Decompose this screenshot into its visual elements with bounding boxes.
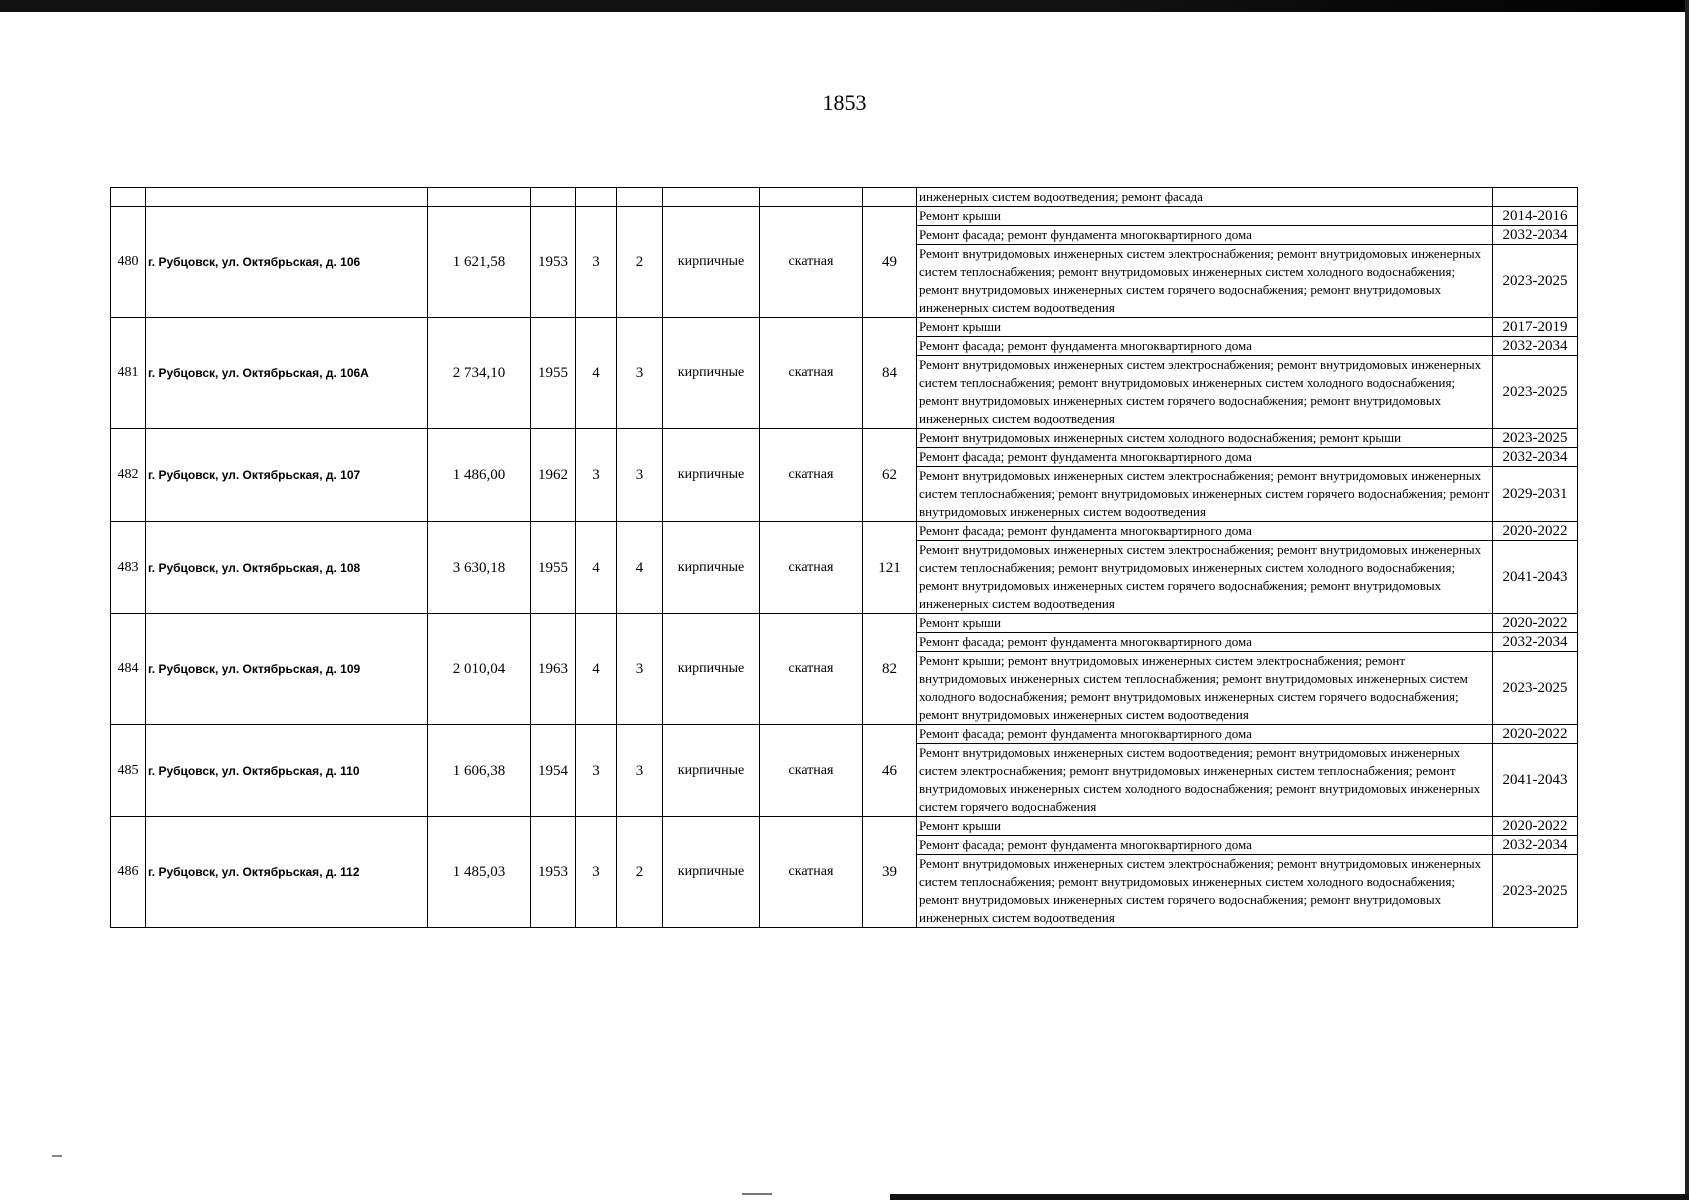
construction-year: 1955	[531, 318, 576, 429]
building-area: 1 485,03	[428, 817, 531, 928]
work-description: Ремонт крыши	[917, 614, 1493, 633]
building-row	[111, 207, 1578, 226]
resident-count: 49	[863, 207, 917, 318]
construction-year: 1953	[531, 207, 576, 318]
building-row	[111, 318, 1578, 337]
building-row	[111, 725, 1578, 744]
work-period: 2023-2025	[1493, 356, 1578, 429]
work-period: 2023-2025	[1493, 429, 1578, 448]
building-area: 1 486,00	[428, 429, 531, 522]
entrance-count: 2	[617, 817, 663, 928]
roof-type: скатная	[760, 522, 863, 614]
work-period	[1493, 188, 1578, 207]
roof-type: скатная	[760, 207, 863, 318]
entrance-count: 4	[617, 522, 663, 614]
scan-artifact-mark	[52, 1155, 62, 1157]
entrance-count: 2	[617, 207, 663, 318]
row-number: 484	[111, 614, 146, 725]
resident-count: 39	[863, 817, 917, 928]
resident-count: 121	[863, 522, 917, 614]
building-address: г. Рубцовск, ул. Октябрьская, д. 109	[146, 614, 428, 725]
work-description: Ремонт фасада; ремонт фундамента многоквартирного дома	[917, 836, 1493, 855]
work-period: 2032-2034	[1493, 337, 1578, 356]
work-period: 2032-2034	[1493, 448, 1578, 467]
entrance-count: 3	[617, 318, 663, 429]
entrance-count: 3	[617, 614, 663, 725]
building-address: г. Рубцовск, ул. Октябрьская, д. 110	[146, 725, 428, 817]
wall-material: кирпичные	[663, 817, 760, 928]
work-description: Ремонт внутридомовых инженерных систем холодного водоснабжения; ремонт крыши	[917, 429, 1493, 448]
construction-year: 1953	[531, 817, 576, 928]
work-description: Ремонт фасада; ремонт фундамента многоквартирного дома	[917, 633, 1493, 652]
scan-bottom-border	[890, 1194, 1689, 1200]
entrance-count: 3	[617, 725, 663, 817]
work-period: 2020-2022	[1493, 614, 1578, 633]
building-area: 3 630,18	[428, 522, 531, 614]
work-period: 2020-2022	[1493, 522, 1578, 541]
work-period: 2020-2022	[1493, 817, 1578, 836]
roof-type: скатная	[760, 429, 863, 522]
building-row	[111, 817, 1578, 836]
construction-year: 1962	[531, 429, 576, 522]
work-description: Ремонт крыши	[917, 207, 1493, 226]
roof-type: скатная	[760, 318, 863, 429]
work-period: 2020-2022	[1493, 725, 1578, 744]
floor-count: 3	[576, 207, 617, 318]
floor-count: 4	[576, 522, 617, 614]
row-number: 482	[111, 429, 146, 522]
work-period: 2032-2034	[1493, 836, 1578, 855]
resident-count: 82	[863, 614, 917, 725]
row-number: 480	[111, 207, 146, 318]
work-description: Ремонт внутридомовых инженерных систем электроснабжения; ремонт внутридомовых инженерных систем теплоснабжения; ремонт внутридомовых инженерных систем холодного водоснабжения; ремонт внутридомовых инженерных систем горячего водоснабжения; ремонт внутридомовых инженерных систем водоотведения	[917, 541, 1493, 614]
scan-artifact-dash	[742, 1193, 772, 1195]
work-description: Ремонт крыши	[917, 318, 1493, 337]
work-description: Ремонт крыши	[917, 817, 1493, 836]
building-row	[111, 522, 1578, 541]
work-period: 2023-2025	[1493, 652, 1578, 725]
row-number: 485	[111, 725, 146, 817]
building-area: 1 606,38	[428, 725, 531, 817]
wall-material: кирпичные	[663, 318, 760, 429]
building-area: 1 621,58	[428, 207, 531, 318]
repair-schedule-table	[110, 187, 1578, 928]
construction-year: 1954	[531, 725, 576, 817]
work-period: 2029-2031	[1493, 467, 1578, 522]
work-description: Ремонт крыши; ремонт внутридомовых инженерных систем электроснабжения; ремонт внутридомовых инженерных систем теплоснабжения; ремонт внутридомовых инженерных систем холодного водоснабжения; ремонт внутридомовых инженерных систем горячего водоснабжения; ремонт внутридомовых инженерных систем водоотведения	[917, 652, 1493, 725]
wall-material: кирпичные	[663, 725, 760, 817]
page-number: 1853	[822, 90, 867, 115]
work-description: Ремонт внутридомовых инженерных систем водоотведения; ремонт внутридомовых инженерных систем электроснабжения; ремонт внутридомовых инженерных систем теплоснабжения; ремонт внутридомовых инженерных систем холодного водоснабжения; ремонт внутридомовых инженерных систем горячего водоснабжения	[917, 744, 1493, 817]
work-period: 2032-2034	[1493, 633, 1578, 652]
floor-count: 3	[576, 725, 617, 817]
work-description: Ремонт фасада; ремонт фундамента многоквартирного дома	[917, 522, 1493, 541]
building-area: 2 010,04	[428, 614, 531, 725]
roof-type: скатная	[760, 725, 863, 817]
construction-year: 1963	[531, 614, 576, 725]
row-number: 486	[111, 817, 146, 928]
work-description: Ремонт внутридомовых инженерных систем электроснабжения; ремонт внутридомовых инженерных систем теплоснабжения; ремонт внутридомовых инженерных систем холодного водоснабжения; ремонт внутридомовых инженерных систем горячего водоснабжения; ремонт внутридомовых инженерных систем водоотведения	[917, 855, 1493, 928]
work-period: 2017-2019	[1493, 318, 1578, 337]
work-period: 2023-2025	[1493, 245, 1578, 318]
work-description: инженерных систем водоотведения; ремонт фасада	[917, 188, 1493, 207]
continuation-row	[111, 188, 1578, 207]
work-description: Ремонт внутридомовых инженерных систем электроснабжения; ремонт внутридомовых инженерных систем теплоснабжения; ремонт внутридомовых инженерных систем холодного водоснабжения; ремонт внутридомовых инженерных систем горячего водоснабжения; ремонт внутридомовых инженерных систем водоотведения	[917, 356, 1493, 429]
resident-count: 84	[863, 318, 917, 429]
building-address: г. Рубцовск, ул. Октябрьская, д. 106А	[146, 318, 428, 429]
building-row	[111, 614, 1578, 633]
building-address: г. Рубцовск, ул. Октябрьская, д. 108	[146, 522, 428, 614]
wall-material: кирпичные	[663, 429, 760, 522]
work-period: 2023-2025	[1493, 855, 1578, 928]
floor-count: 4	[576, 614, 617, 725]
work-period: 2014-2016	[1493, 207, 1578, 226]
work-period: 2041-2043	[1493, 744, 1578, 817]
work-description: Ремонт фасада; ремонт фундамента многоквартирного дома	[917, 337, 1493, 356]
resident-count: 62	[863, 429, 917, 522]
roof-type: скатная	[760, 614, 863, 725]
work-description: Ремонт фасада; ремонт фундамента многоквартирного дома	[917, 725, 1493, 744]
floor-count: 4	[576, 318, 617, 429]
building-address: г. Рубцовск, ул. Октябрьская, д. 112	[146, 817, 428, 928]
floor-count: 3	[576, 817, 617, 928]
wall-material: кирпичные	[663, 614, 760, 725]
row-number: 483	[111, 522, 146, 614]
floor-count: 3	[576, 429, 617, 522]
scan-right-edge	[1685, 0, 1689, 1200]
wall-material: кирпичные	[663, 207, 760, 318]
work-description: Ремонт фасада; ремонт фундамента многоквартирного дома	[917, 448, 1493, 467]
construction-year: 1955	[531, 522, 576, 614]
wall-material: кирпичные	[663, 522, 760, 614]
resident-count: 46	[863, 725, 917, 817]
work-period: 2032-2034	[1493, 226, 1578, 245]
building-row	[111, 429, 1578, 448]
building-address: г. Рубцовск, ул. Октябрьская, д. 107	[146, 429, 428, 522]
roof-type: скатная	[760, 817, 863, 928]
row-number: 481	[111, 318, 146, 429]
work-description: Ремонт фасада; ремонт фундамента многоквартирного дома	[917, 226, 1493, 245]
building-address: г. Рубцовск, ул. Октябрьская, д. 106	[146, 207, 428, 318]
building-area: 2 734,10	[428, 318, 531, 429]
entrance-count: 3	[617, 429, 663, 522]
scan-top-border-dark	[1100, 0, 1689, 12]
work-description: Ремонт внутридомовых инженерных систем электроснабжения; ремонт внутридомовых инженерных систем теплоснабжения; ремонт внутридомовых инженерных систем холодного водоснабжения; ремонт внутридомовых инженерных систем горячего водоснабжения; ремонт внутридомовых инженерных систем водоотведения	[917, 245, 1493, 318]
work-description: Ремонт внутридомовых инженерных систем электроснабжения; ремонт внутридомовых инженерных систем теплоснабжения; ремонт внутридомовых инженерных систем горячего водоснабжения; ремонт внутридомовых инженерных систем водоотведения	[917, 467, 1493, 522]
work-period: 2041-2043	[1493, 541, 1578, 614]
